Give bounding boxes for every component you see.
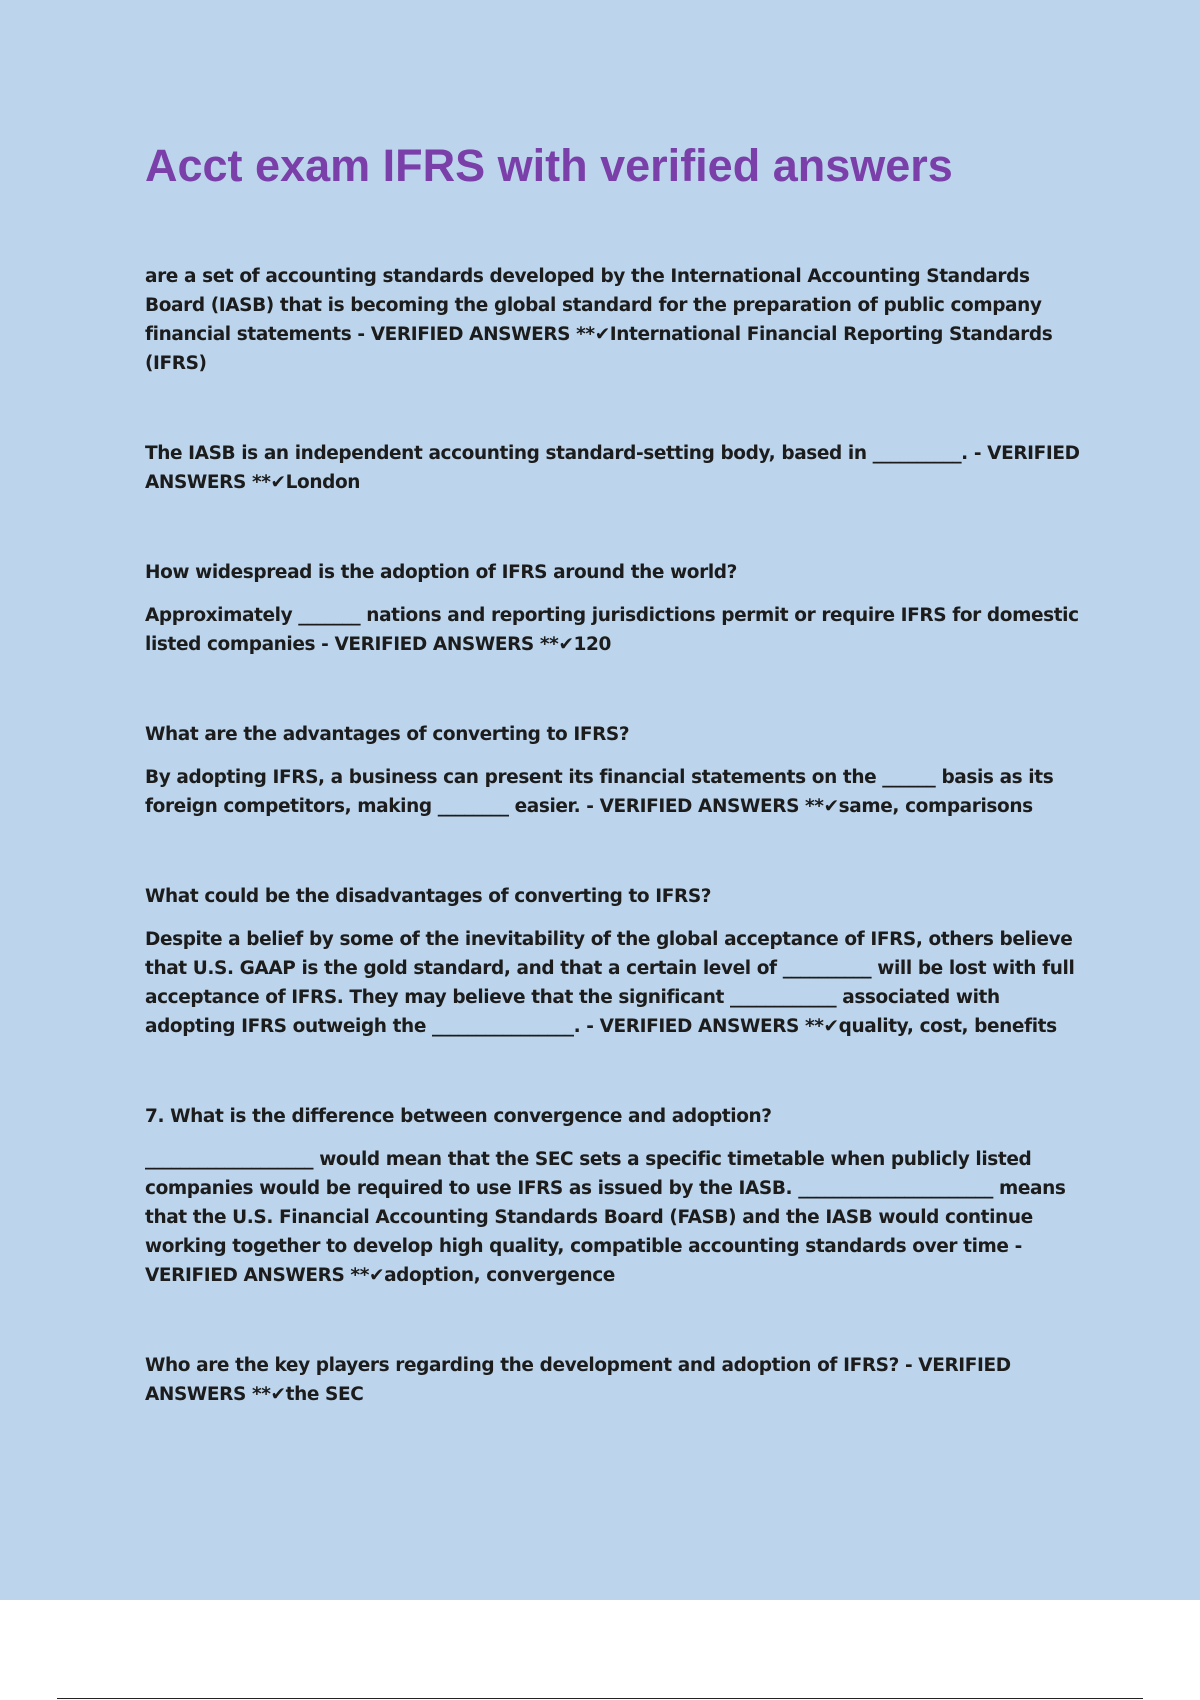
qa-block-iasb-location — [145, 439, 1085, 497]
question-text: 7. What is the difference between convergence and adoption? — [145, 1106, 772, 1127]
answer-text: Despite a belief by some of the inevitability of the global acceptance of IFRS, others believe that U.S. GAAP is the gold standard, and that a certain level of __________ will be lost with full acceptance of IFRS. They may believe that the significant ____________ associated with adopting IFRS outweigh the ________________. - VERIFIED ANSWERS **✔quality, cost, benefits — [145, 929, 1075, 1037]
qa-block-convergence-adoption — [145, 1102, 1085, 1290]
answer-text: The IASB is an independent accounting standard-setting body, based in __________. - VERIFIED ANSWERS **✔London — [145, 443, 1080, 493]
qa-content — [145, 262, 1085, 1470]
answer-text: Who are the key players regarding the development and adoption of IFRS? - VERIFIED ANSWERS **✔the SEC — [145, 1355, 1011, 1405]
answer-text: By adopting IFRS, a business can present its financial statements on the ______ basis as its foreign competitors, making ________ easier. - VERIFIED ANSWERS **✔same, comparisons — [145, 767, 1054, 817]
qa-block-disadvantages — [145, 882, 1085, 1041]
qa-block-advantages — [145, 720, 1085, 821]
question-text: What are the advantages of converting to IFRS? — [145, 724, 630, 745]
answer-text: ___________________ would mean that the SEC sets a specific timetable when publicly listed companies would be required to use IFRS as issued by the IASB. ______________________ means that the U.S. Financial Accounting Standards Board (FASB) and the IASB would continue working together to develop high quality, compatible accounting standards over time - VERIFIED ANSWERS **✔adoption, convergence — [145, 1149, 1066, 1286]
answer-text: are a set of accounting standards developed by the International Accounting Standards Board (IASB) that is becoming the global standard for the preparation of public company financial statements - VERIFIED ANSWERS **✔International Financial Reporting Standards (IFRS) — [145, 266, 1053, 374]
question-text: What could be the disadvantages of converting to IFRS? — [145, 886, 712, 907]
answer-text: Approximately _______ nations and reporting jurisdictions permit or require IFRS for domestic listed companies - VERIFIED ANSWERS **✔120 — [145, 605, 1079, 655]
page-title: Acct exam IFRS with verified answers — [145, 140, 953, 191]
footer-divider — [57, 1698, 1143, 1699]
question-text: How widespread is the adoption of IFRS around the world? — [145, 562, 737, 583]
qa-block-key-players — [145, 1351, 1085, 1409]
qa-block-ifrs-definition — [145, 262, 1085, 378]
qa-block-adoption-spread — [145, 558, 1085, 659]
